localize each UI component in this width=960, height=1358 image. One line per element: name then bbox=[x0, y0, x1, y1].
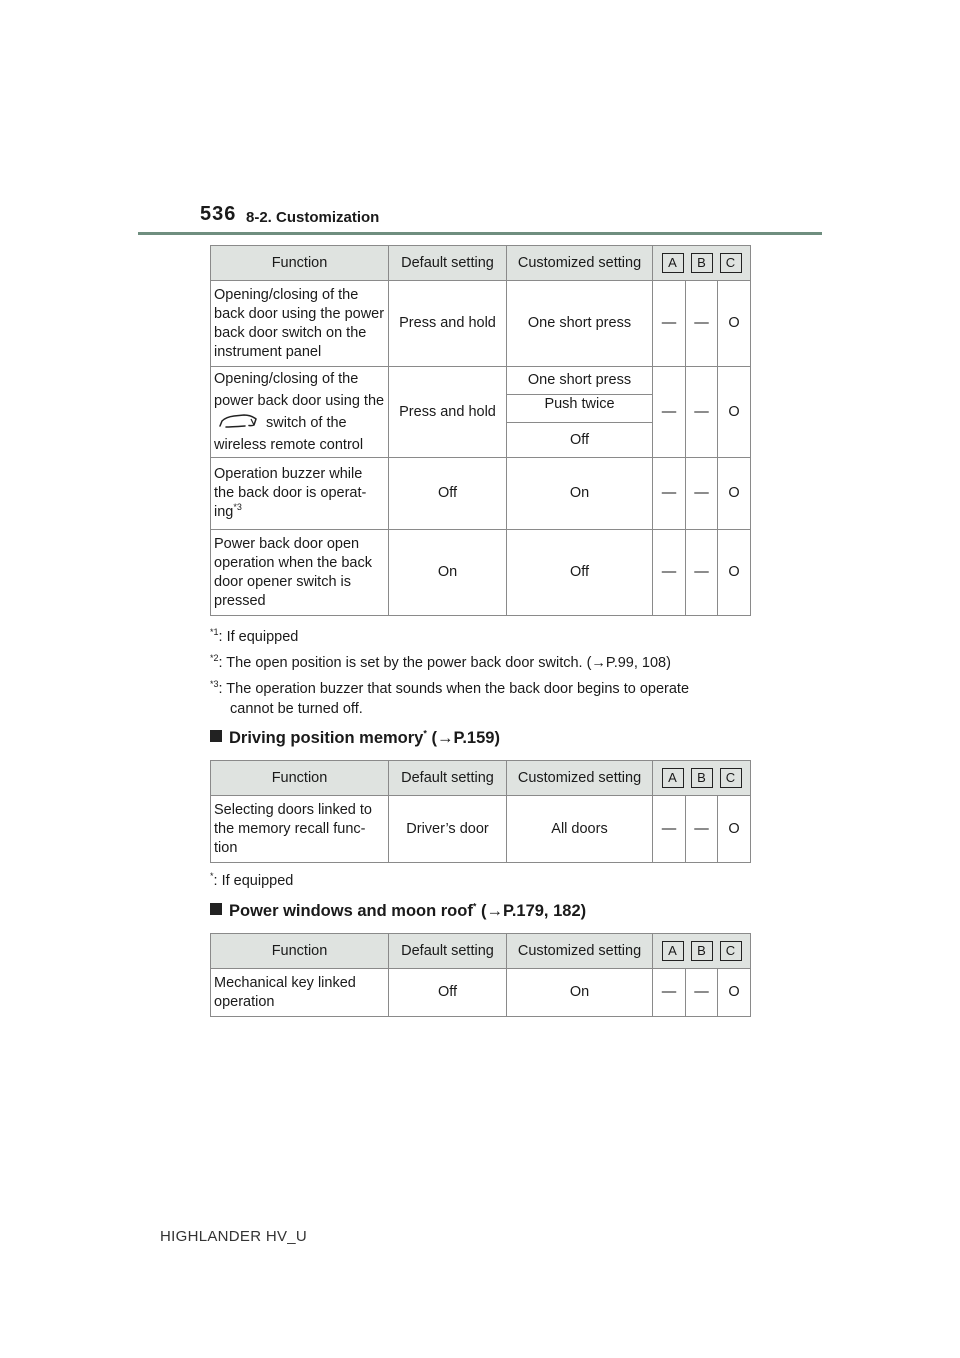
footnote-mark: *1 bbox=[210, 627, 219, 638]
col-customized-setting: Customized setting bbox=[507, 934, 653, 969]
footnote-text: : If equipped bbox=[213, 873, 294, 889]
mark-a: — bbox=[653, 458, 686, 530]
footer-model-label: HIGHLANDER HV_U bbox=[160, 1228, 308, 1245]
mark-a: — bbox=[653, 796, 686, 863]
table-header-row bbox=[211, 761, 751, 796]
heading-sup: * bbox=[423, 728, 427, 739]
mark-b: — bbox=[686, 281, 718, 367]
footnote-2 bbox=[210, 653, 671, 673]
function-cell: Power back door open operation when the back door opener switch is pressed bbox=[211, 530, 389, 616]
mark-a: — bbox=[653, 367, 686, 458]
default-cell: Off bbox=[389, 969, 507, 1017]
customized-cell: On bbox=[507, 969, 653, 1017]
footnote-mark: *3 bbox=[210, 679, 219, 690]
back-door-car-icon bbox=[218, 413, 258, 429]
section-title: 8-2. Customization bbox=[246, 209, 380, 226]
power-windows-table bbox=[210, 933, 751, 1017]
heading-ref: (→P.159) bbox=[426, 729, 500, 747]
customized-cell: One short press bbox=[507, 281, 653, 367]
page-number: 536 bbox=[200, 203, 237, 225]
customized-cell: Push twice bbox=[507, 395, 653, 423]
mark-b: — bbox=[686, 367, 718, 458]
mark-c: O bbox=[718, 458, 751, 530]
customized-cell: On bbox=[507, 458, 653, 530]
footnote-ref: *3 bbox=[233, 502, 242, 513]
function-cell bbox=[211, 458, 389, 530]
col-function: Function bbox=[211, 761, 389, 796]
col-default-setting: Default setting bbox=[389, 934, 507, 969]
function-cell: Opening/closing of the back door using the power back door switch on the instrument panel bbox=[211, 281, 389, 367]
square-bullet-icon bbox=[210, 730, 222, 742]
default-cell: Driver’s door bbox=[389, 796, 507, 863]
footnote-text: : If equipped bbox=[218, 629, 299, 645]
function-text: Operation buzzer while the back door is operat-ing bbox=[214, 466, 367, 520]
square-bullet-icon bbox=[210, 903, 222, 915]
col-c-label: C bbox=[720, 941, 742, 961]
table-row bbox=[211, 969, 751, 1017]
heading-text: Driving position memory bbox=[229, 729, 424, 747]
header-rule bbox=[138, 232, 822, 235]
back-door-settings-table bbox=[210, 245, 751, 616]
function-text-post: switch of the wireless remote control bbox=[214, 415, 364, 453]
col-b-label: B bbox=[691, 941, 713, 961]
col-default-setting: Default setting bbox=[389, 761, 507, 796]
mark-c: O bbox=[718, 367, 751, 458]
col-abc bbox=[653, 761, 751, 796]
footnote-if-equipped bbox=[210, 871, 293, 891]
footnote-mark: *2 bbox=[210, 653, 219, 664]
driving-position-memory-table bbox=[210, 760, 751, 863]
table-row bbox=[211, 796, 751, 863]
mark-c: O bbox=[718, 796, 751, 863]
mark-b: — bbox=[686, 458, 718, 530]
heading-sup: * bbox=[472, 901, 477, 912]
col-default-setting: Default setting bbox=[389, 246, 507, 281]
col-abc bbox=[653, 934, 751, 969]
table-row bbox=[211, 367, 751, 395]
footnote-1 bbox=[210, 627, 298, 647]
col-customized-setting: Customized setting bbox=[507, 246, 653, 281]
heading-text: Power windows and moon roof bbox=[229, 902, 473, 920]
customized-cell: One short press bbox=[507, 367, 653, 395]
customized-cell: All doors bbox=[507, 796, 653, 863]
default-cell: Press and hold bbox=[389, 367, 507, 458]
table-row bbox=[211, 281, 751, 367]
table-header-row bbox=[211, 246, 751, 281]
col-a-label: A bbox=[662, 941, 684, 961]
function-text-pre: Opening/closing of the power back door using the bbox=[214, 371, 385, 409]
footnote-text: : The open position is set by the power back door switch. (→P.99, 108) bbox=[218, 655, 671, 671]
col-b-label: B bbox=[691, 253, 713, 273]
footnote-continuation: cannot be turned off. bbox=[230, 701, 363, 717]
mark-a: — bbox=[653, 530, 686, 616]
col-c-label: C bbox=[720, 253, 742, 273]
default-cell: Press and hold bbox=[389, 281, 507, 367]
driving-position-memory-heading bbox=[210, 729, 500, 748]
table-row bbox=[211, 458, 751, 530]
footnote-mark: * bbox=[210, 871, 214, 882]
function-cell: Selecting doors linked to the memory recall func-tion bbox=[211, 796, 389, 863]
col-customized-setting: Customized setting bbox=[507, 761, 653, 796]
function-cell bbox=[211, 367, 389, 458]
footnote-text: : The operation buzzer that sounds when the back door begins to operate bbox=[218, 681, 690, 697]
mark-a: — bbox=[653, 281, 686, 367]
footnote-3 bbox=[210, 679, 689, 719]
mark-b: — bbox=[686, 796, 718, 863]
mark-b: — bbox=[686, 530, 718, 616]
col-b-label: B bbox=[691, 768, 713, 788]
col-c-label: C bbox=[720, 768, 742, 788]
col-a-label: A bbox=[662, 253, 684, 273]
power-windows-heading bbox=[210, 902, 586, 921]
default-cell: Off bbox=[389, 458, 507, 530]
default-cell: On bbox=[389, 530, 507, 616]
col-abc bbox=[653, 246, 751, 281]
function-cell: Mechanical key linked operation bbox=[211, 969, 389, 1017]
table-row bbox=[211, 530, 751, 616]
table-header-row bbox=[211, 934, 751, 969]
mark-c: O bbox=[718, 530, 751, 616]
col-function: Function bbox=[211, 246, 389, 281]
mark-c: O bbox=[718, 281, 751, 367]
mark-b: — bbox=[686, 969, 718, 1017]
heading-ref: (→P.179, 182) bbox=[476, 902, 587, 920]
customized-cell: Off bbox=[507, 423, 653, 458]
mark-c: O bbox=[718, 969, 751, 1017]
mark-a: — bbox=[653, 969, 686, 1017]
customized-cell: Off bbox=[507, 530, 653, 616]
col-function: Function bbox=[211, 934, 389, 969]
col-a-label: A bbox=[662, 768, 684, 788]
